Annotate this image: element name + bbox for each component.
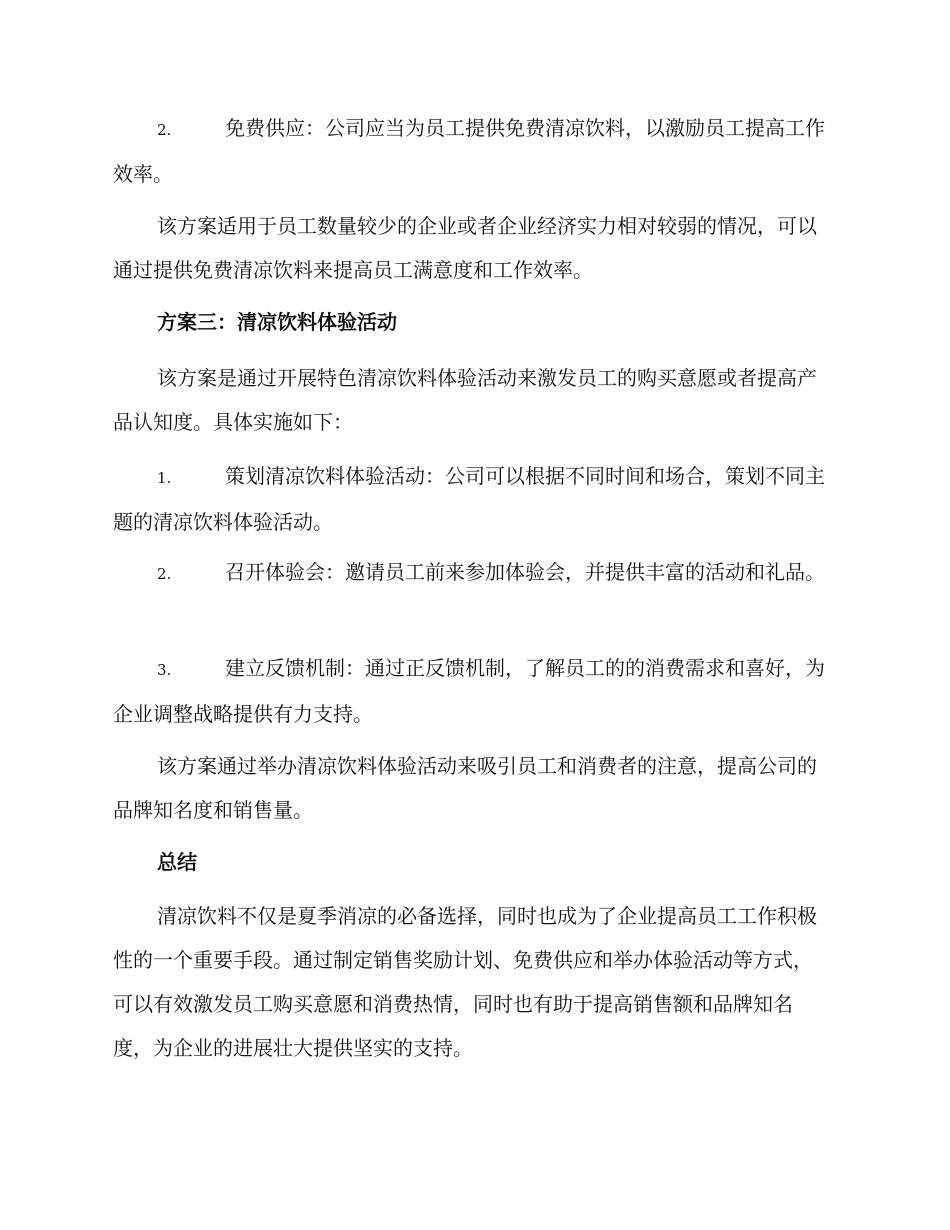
paragraph: 该方案适用于员工数量较少的企业或者企业经济实力相对较弱的情况，可以通过提供免费清凉饮料来提高员工满意度和工作效率。 xyxy=(113,214,817,282)
list-item-text: 免费供应：公司应当为员工提供免费清凉饮料，以激励员工提高工作效率。 xyxy=(113,116,825,186)
section-heading: 总结 xyxy=(157,850,197,874)
section-heading: 方案三：清凉饮料体验活动 xyxy=(157,310,397,334)
list-item-number: 3. xyxy=(157,661,172,679)
list-item-text: 召开体验会：邀请员工前来参加体验会，并提供丰富的活动和礼品。 xyxy=(225,560,825,584)
paragraph: 清凉饮料不仅是夏季消凉的必备选择，同时也成为了企业提高员工工作积极性的一个重要手段。通过制定销售奖励计划、免费供应和举办体验活动等方式，可以有效激发员工购买意愿和消费热情，同时也有助于提高销售额和品牌知名度，为企业的进展壮大提供坚实的支持。 xyxy=(113,904,817,1060)
list-item xyxy=(113,454,831,544)
list-item-number: 2. xyxy=(157,121,172,139)
list-item-text: 策划清凉饮料体验活动：公司可以根据不同时间和场合，策划不同主题的清凉饮料体验活动。 xyxy=(113,464,825,534)
paragraph: 该方案是通过开展特色清凉饮料体验活动来激发员工的购买意愿或者提高产品认知度。具体实施如下： xyxy=(113,366,817,434)
list-item-text: 建立反馈机制：通过正反馈机制，了解员工的的消费需求和喜好，为企业调整战略提供有力支持。 xyxy=(113,656,825,726)
list-item xyxy=(113,550,831,596)
list-item xyxy=(113,106,831,196)
list-item-number: 1. xyxy=(157,469,172,487)
list-item xyxy=(113,646,831,736)
list-item-number: 2. xyxy=(157,565,172,583)
paragraph: 该方案通过举办清凉饮料体验活动来吸引员工和消费者的注意，提高公司的品牌知名度和销售量。 xyxy=(113,754,817,822)
